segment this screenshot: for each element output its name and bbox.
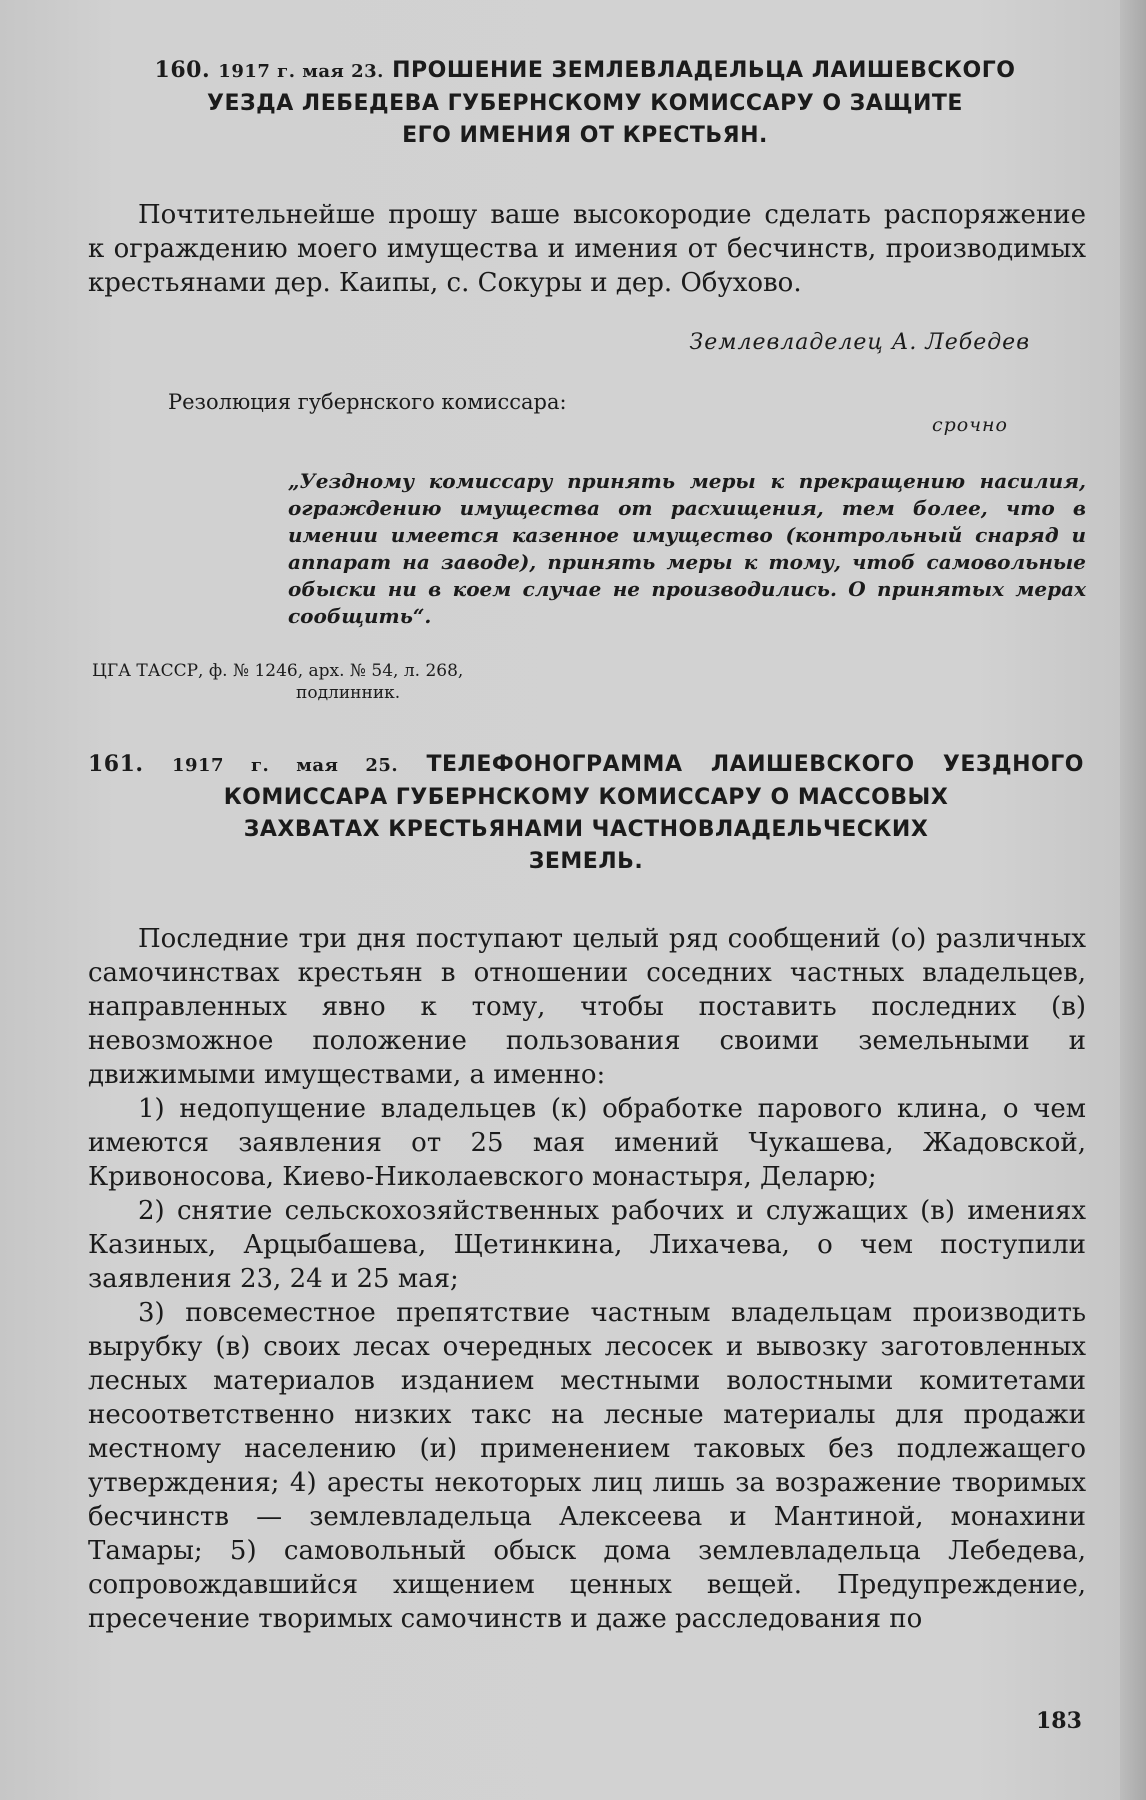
doc161-para4: 3) повсеместное препятствие частным владельцам производить вырубку (в) своих лесах очередных лесосек и вывозку заготовленных лесных материалов изданием местными волостными комитетами несоответственно низких такс на лесные материалы для продажи местному населению (и) применением таковых без подлежащего утверждения; 4) аресты некоторых лиц лишь за возражение творимых бесчинств — землевладельца Алексеева и Мантиной, монахини Тамары; 5) самовольный обыск дома землевладельца Лебедева, сопровождавшийся хищением ценных вещей. Предупреждение, пресечение творимых самочинств и даже расследования по [88,1298,1086,1634]
doc161-heading [88,748,1084,878]
page-number: 183 [1036,1708,1082,1734]
doc160-heading [90,54,1080,152]
doc161-para1: Последние три дня поступают целый ряд сообщений (о) различных самочинствах крестьян в отношении соседних частных владельцев, направленных явно к тому, чтобы поставить последних (в) невозможное положение пользования своими земельными и движимыми имуществами, а именно: [88,924,1086,1090]
doc161-date: 1917 г. мая 25. [171,755,399,776]
doc160-archive-line2: подлинник. [296,683,401,703]
doc160-archive-line1: ЦГА ТАССР, ф. № 1246, арх. № 54, л. 268, [92,661,464,681]
doc160-body-text: Почтительнейше прошу ваше высокородие сделать распоряжение к ограждению моего имущества и имения от бесчинств, производимых крестьянами дер. Каипы, с. Сокуры и дер. Обухово. [88,200,1086,298]
doc161-body [88,922,1086,1636]
doc160-archive-ref [92,660,792,704]
doc160-resolution-text: „Уездному комиссару принять меры к прекращению насилия, ограждению имущества от расхищения, тем более, что в имении имеется казенное имущество (контрольный снаряд и аппарат на заводе), принять меры к тому, чтоб самовольные обыски ни в коем случае не производились. О принятых мерах сообщить“. [288,469,1086,628]
doc160-number: 160. [154,57,211,83]
doc161-para3: 2) снятие сельскохозяйственных рабочих и служащих (в) имениях Казиных, Арцыбашева, Щетинкина, Лихачева, о чем поступили заявления 23, 24 и 25 мая; [88,1196,1086,1294]
doc160-title-line3: ЕГО ИМЕНИЯ ОТ КРЕСТЬЯН. [402,123,768,148]
doc160-title-line1: ПРОШЕНИЕ ЗЕМЛЕВЛАДЕЛЬЦА ЛАИШЕВСКОГО [392,58,1016,83]
doc160-signature: Землевладелец А. Лебедев [689,330,1030,355]
doc161-title-line2: КОМИССАРА ГУБЕРНСКОМУ КОМИССАРУ О МАССОВЫХ [223,785,949,810]
doc160-resolution-label: Резолюция губернского комиссара: [168,390,567,414]
doc160-title-line2: УЕЗДА ЛЕБЕДЕВА ГУБЕРНСКОМУ КОМИССАРУ О ЗАЩИТЕ [207,91,963,116]
doc161-para2: 1) недопущение владельцев (к) обработке парового клина, о чем имеются заявления от 25 мая имений Чукашева, Жадовской, Кривоносова, Киево-Николаевского монастыря, Деларю; [88,1094,1086,1192]
doc160-body [88,198,1086,300]
doc160-heading-line1 [90,54,1080,88]
doc160-urgent-mark: срочно [931,414,1008,436]
doc161-title-line3: ЗАХВАТАХ КРЕСТЬЯНАМИ ЧАСТНОВЛАДЕЛЬЧЕСКИХ [243,817,929,842]
doc161-heading-line1 [88,748,1084,782]
doc161-title-line1: ТЕЛЕФОНОГРАММА ЛАИШЕВСКОГО УЕЗДНОГО [426,752,1084,777]
doc160-date: 1917 г. мая 23. [218,61,384,82]
page-edge-shadow [1120,0,1146,1800]
doc161-title-line4: ЗЕМЕЛЬ. [528,849,644,874]
doc161-number: 161. [88,751,144,777]
